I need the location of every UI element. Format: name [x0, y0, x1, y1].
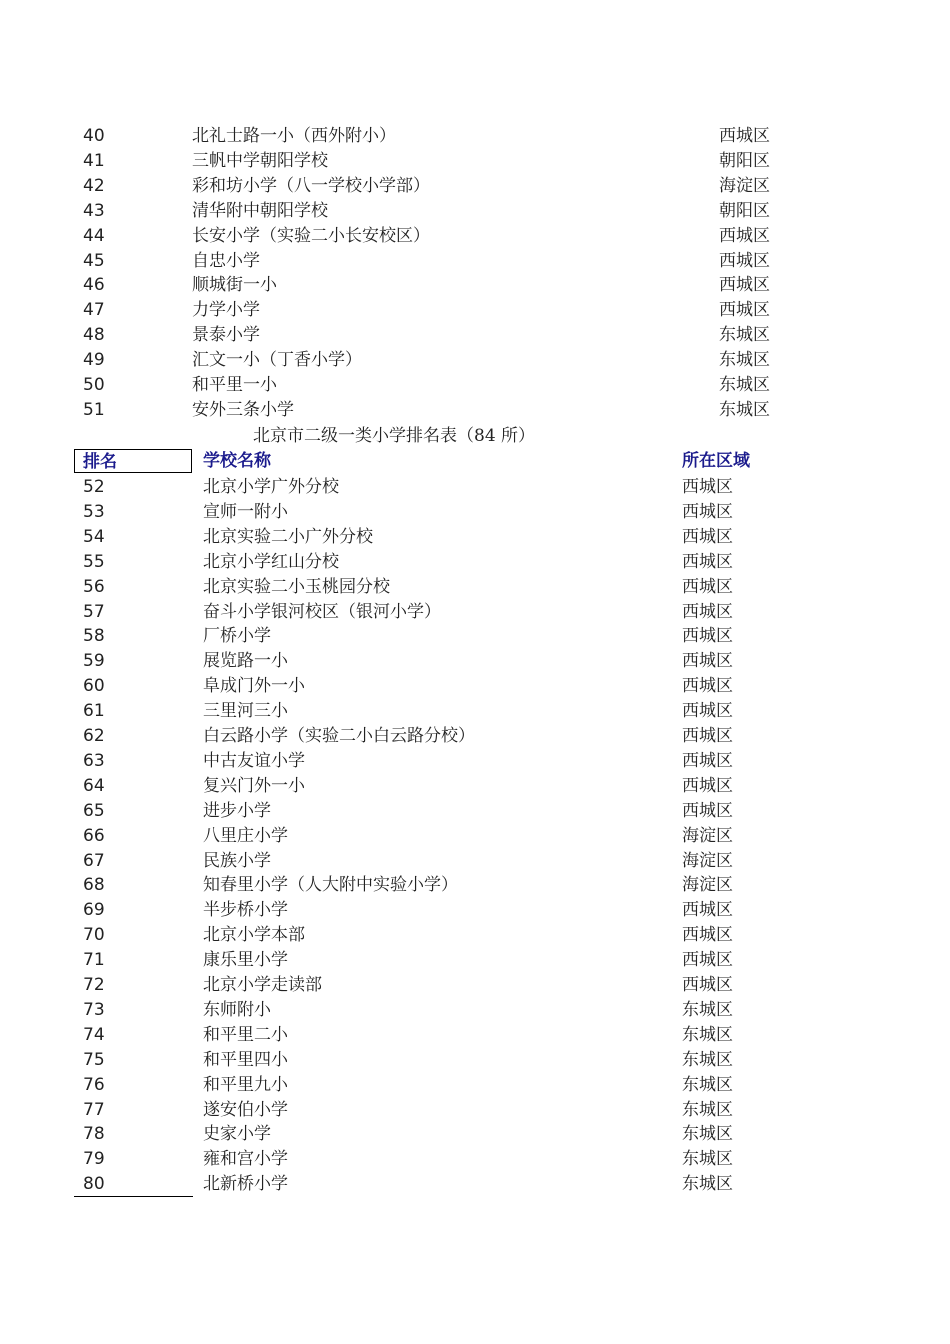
district-cell: 西城区 [719, 250, 770, 271]
rank-cell: 42 [83, 175, 105, 196]
school-name-cell: 遂安伯小学 [203, 1099, 288, 1120]
school-name-cell: 东师附小 [203, 999, 271, 1020]
school-name-cell: 白云路小学（实验二小白云路分校） [203, 726, 475, 746]
rank-cell: 70 [83, 925, 105, 946]
table-row [0, 273, 950, 298]
district-cell: 东城区 [682, 1074, 733, 1095]
table-title: 北京市二级一类小学排名表（84 所） [253, 426, 536, 446]
table-row [0, 923, 950, 948]
rank-cell: 78 [83, 1124, 105, 1145]
district-cell: 西城区 [719, 300, 770, 321]
rank-cell: 67 [83, 850, 105, 871]
school-name-cell: 三帆中学朝阳学校 [192, 150, 328, 171]
rank-cell: 41 [83, 150, 105, 171]
school-name-cell: 进步小学 [203, 800, 271, 821]
table-row [0, 998, 950, 1023]
rank-cell: 58 [83, 626, 105, 647]
rank-cell: 66 [83, 825, 105, 846]
school-name-cell: 展览路一小 [203, 651, 288, 672]
table-row [0, 1147, 950, 1172]
district-cell: 西城区 [682, 900, 733, 921]
district-cell: 朝阳区 [719, 200, 770, 221]
district-cell: 西城区 [682, 975, 733, 995]
table-row [0, 475, 950, 500]
table-row [0, 973, 950, 998]
school-name-cell: 阜成门外一小 [203, 676, 305, 697]
table-row [0, 699, 950, 724]
district-cell: 西城区 [682, 950, 733, 971]
table-row [0, 600, 950, 625]
table-row [0, 898, 950, 923]
district-cell: 东城区 [719, 375, 770, 395]
district-cell: 西城区 [682, 676, 733, 697]
district-cell: 东城区 [719, 325, 770, 346]
table-row [0, 824, 950, 849]
district-cell: 东城区 [682, 1124, 733, 1145]
table-row [0, 624, 950, 649]
school-name-cell: 彩和坊小学（八一学校小学部） [192, 175, 430, 196]
rank-cell: 71 [83, 950, 105, 971]
rank-cell: 49 [83, 350, 105, 371]
rank-cell: 62 [83, 726, 105, 746]
district-cell: 西城区 [682, 477, 733, 497]
school-name-cell: 宣师一附小 [203, 501, 288, 522]
rank-cell: 43 [83, 200, 105, 221]
district-cell: 西城区 [682, 651, 733, 672]
table-row [0, 149, 950, 174]
district-cell: 西城区 [719, 275, 770, 296]
rank-cell: 65 [83, 800, 105, 821]
school-name-cell: 复兴门外一小 [203, 775, 305, 796]
school-name-cell: 雍和宫小学 [203, 1149, 288, 1170]
table-row [0, 1048, 950, 1073]
rank-cell: 59 [83, 651, 105, 672]
school-name-cell: 北京实验二小广外分校 [203, 526, 373, 547]
district-cell: 海淀区 [682, 875, 733, 896]
table-row [0, 124, 950, 149]
school-name-cell: 和平里四小 [203, 1049, 288, 1070]
rank-cell: 45 [83, 250, 105, 271]
district-cell: 西城区 [682, 626, 733, 647]
rank-cell: 52 [83, 477, 105, 497]
table-row [0, 224, 950, 249]
district-cell: 西城区 [682, 750, 733, 771]
district-cell: 西城区 [719, 126, 770, 146]
table-row [0, 500, 950, 525]
district-cell: 西城区 [682, 601, 733, 622]
district-cell: 东城区 [682, 999, 733, 1020]
table-row [0, 1172, 950, 1197]
table-row [0, 323, 950, 348]
school-name-cell: 民族小学 [203, 850, 271, 871]
rank-cell: 80 [83, 1174, 105, 1195]
school-name-cell: 顺城街一小 [192, 275, 277, 296]
school-name-cell: 自忠小学 [192, 250, 260, 271]
rank-cell: 60 [83, 676, 105, 697]
school-name-cell: 北京小学广外分校 [203, 477, 339, 497]
table-row [0, 348, 950, 373]
school-name-cell: 北京实验二小玉桃园分校 [203, 576, 390, 597]
rank-cell: 73 [83, 999, 105, 1020]
table-row [0, 1122, 950, 1147]
rank-cell: 46 [83, 275, 105, 296]
rank-cell: 74 [83, 1024, 105, 1045]
school-name-cell: 北礼士路一小（西外附小） [192, 126, 396, 146]
district-cell: 西城区 [682, 551, 733, 572]
header-rank[interactable]: 排名 [74, 449, 192, 473]
district-cell: 东城区 [682, 1149, 733, 1170]
district-cell: 海淀区 [682, 825, 733, 846]
school-name-cell: 和平里一小 [192, 375, 277, 395]
school-name-cell: 厂桥小学 [203, 626, 271, 647]
school-name-cell: 北京小学本部 [203, 925, 305, 946]
table-row [0, 774, 950, 799]
table-row [0, 649, 950, 674]
school-name-cell: 康乐里小学 [203, 950, 288, 971]
table-row [0, 799, 950, 824]
table-row [0, 199, 950, 224]
district-cell: 东城区 [719, 399, 770, 420]
rank-cell: 77 [83, 1099, 105, 1120]
table-row [0, 249, 950, 274]
rank-cell: 48 [83, 325, 105, 346]
district-cell: 东城区 [682, 1024, 733, 1045]
header-district: 所在区域 [682, 451, 750, 471]
table-row [0, 1073, 950, 1098]
rank-cell: 54 [83, 526, 105, 547]
header-school-name: 学校名称 [203, 451, 271, 471]
rank-cell: 51 [83, 399, 105, 420]
table-row [0, 873, 950, 898]
table-row [0, 948, 950, 973]
rank-cell: 53 [83, 501, 105, 522]
rank-cell: 64 [83, 775, 105, 796]
school-name-cell: 景泰小学 [192, 325, 260, 346]
district-cell: 西城区 [719, 225, 770, 246]
rank-cell: 63 [83, 750, 105, 771]
school-name-cell: 汇文一小（丁香小学） [192, 350, 362, 371]
school-name-cell: 和平里二小 [203, 1024, 288, 1045]
district-cell: 西城区 [682, 501, 733, 522]
table-row [0, 724, 950, 749]
district-cell: 海淀区 [682, 850, 733, 871]
district-cell: 东城区 [719, 350, 770, 371]
rank-cell: 50 [83, 375, 105, 395]
rank-cell: 55 [83, 551, 105, 572]
district-cell: 西城区 [682, 925, 733, 946]
table-row [0, 373, 950, 398]
cell-border-line [74, 1196, 193, 1197]
school-name-cell: 中古友谊小学 [203, 750, 305, 771]
rank-cell: 69 [83, 900, 105, 921]
school-name-cell: 八里庄小学 [203, 825, 288, 846]
table-row [0, 749, 950, 774]
district-cell: 西城区 [682, 576, 733, 597]
district-cell: 西城区 [682, 800, 733, 821]
school-name-cell: 清华附中朝阳学校 [192, 200, 328, 221]
rank-cell: 75 [83, 1049, 105, 1070]
school-name-cell: 北京小学红山分校 [203, 551, 339, 572]
rank-cell: 47 [83, 300, 105, 321]
district-cell: 西城区 [682, 726, 733, 746]
district-cell: 朝阳区 [719, 150, 770, 171]
school-name-cell: 和平里九小 [203, 1074, 288, 1095]
table-row [0, 1023, 950, 1048]
rank-cell: 56 [83, 576, 105, 597]
rank-cell: 57 [83, 601, 105, 622]
table-row [0, 575, 950, 600]
table-row [0, 174, 950, 199]
rank-cell: 76 [83, 1074, 105, 1095]
district-cell: 西城区 [682, 775, 733, 796]
table-row [0, 1098, 950, 1123]
school-name-cell: 安外三条小学 [192, 399, 294, 420]
school-name-cell: 北京小学走读部 [203, 975, 322, 995]
rank-cell: 72 [83, 975, 105, 995]
district-cell: 海淀区 [719, 175, 770, 196]
table-row [0, 849, 950, 874]
district-cell: 东城区 [682, 1099, 733, 1120]
rank-cell: 61 [83, 701, 105, 722]
school-name-cell: 长安小学（实验二小长安校区） [192, 225, 430, 246]
table-row [0, 298, 950, 323]
school-name-cell: 北新桥小学 [203, 1174, 288, 1195]
school-name-cell: 奋斗小学银河校区（银河小学） [203, 601, 441, 622]
school-name-cell: 知春里小学（人大附中实验小学） [203, 875, 458, 896]
district-cell: 西城区 [682, 701, 733, 722]
school-name-cell: 半步桥小学 [203, 900, 288, 921]
rank-cell: 68 [83, 875, 105, 896]
school-name-cell: 史家小学 [203, 1124, 271, 1145]
table-row [0, 674, 950, 699]
rank-cell: 79 [83, 1149, 105, 1170]
district-cell: 东城区 [682, 1174, 733, 1195]
district-cell: 东城区 [682, 1049, 733, 1070]
district-cell: 西城区 [682, 526, 733, 547]
table-row [0, 550, 950, 575]
school-name-cell: 三里河三小 [203, 701, 288, 722]
table-row [0, 398, 950, 423]
rank-cell: 40 [83, 126, 105, 146]
school-name-cell: 力学小学 [192, 300, 260, 321]
table-row [0, 525, 950, 550]
rank-cell: 44 [83, 225, 105, 246]
